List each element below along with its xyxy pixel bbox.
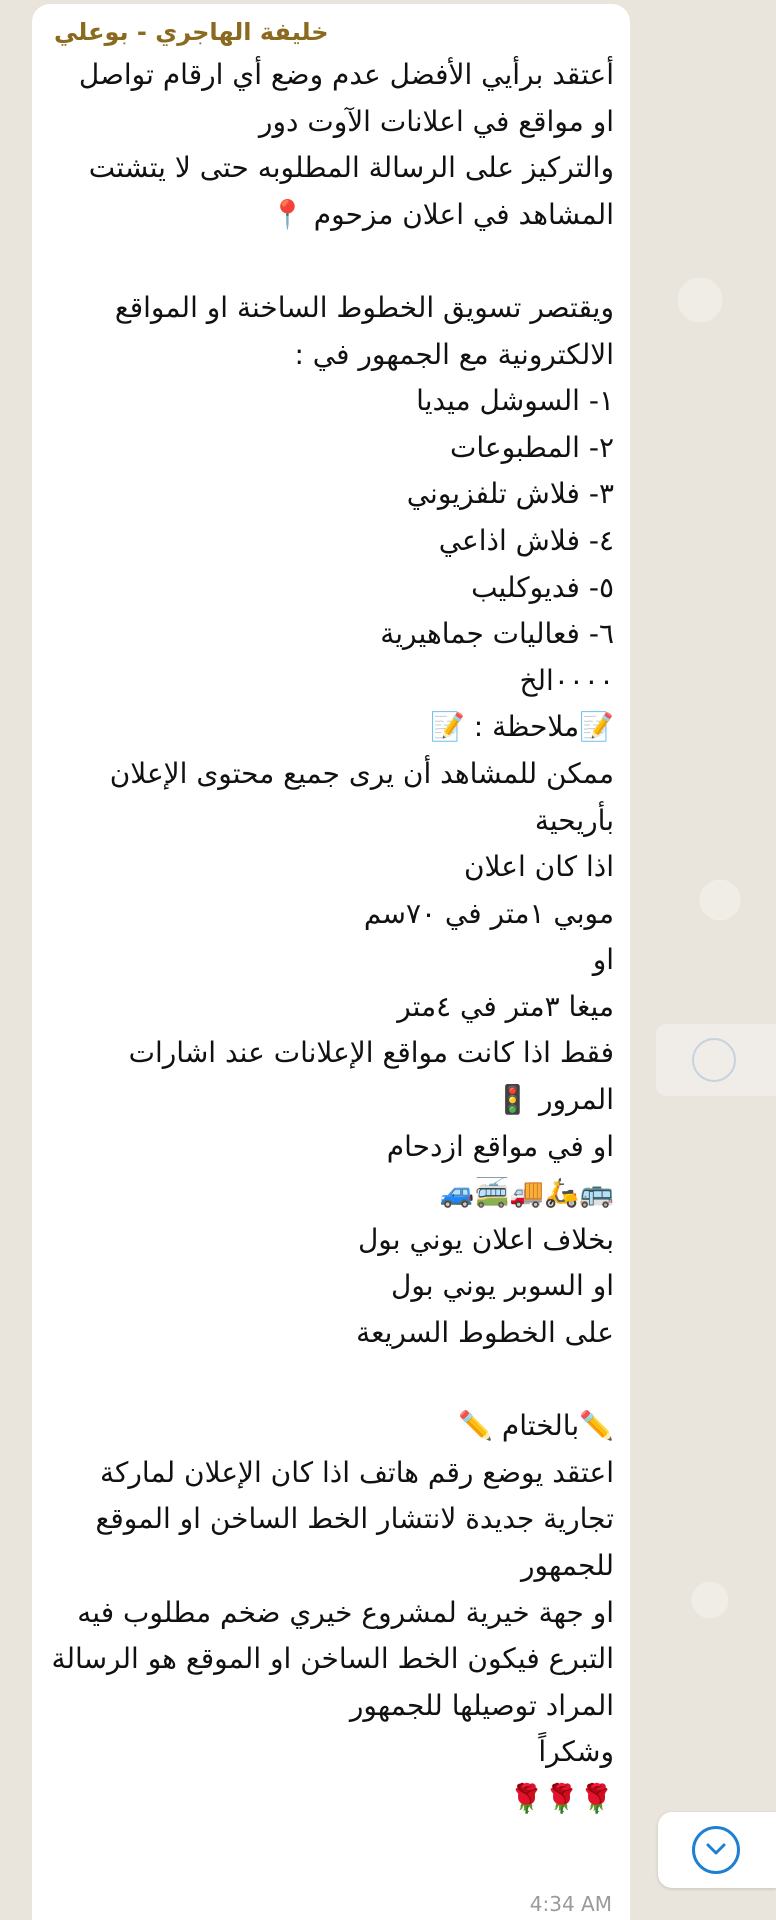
message-line: ✏️بالختام ✏️ — [458, 1409, 614, 1443]
message-line: موبي ١متر في ٧٠سم — [363, 896, 614, 930]
message-line: بخلاف اعلان يوني بول — [357, 1222, 614, 1256]
message-line — [48, 1357, 614, 1404]
faded-chevron-down-icon — [692, 1038, 736, 1082]
message-line: او السوبر يوني بول — [391, 1269, 614, 1303]
message-line: 📝ملاحظة : 📝 — [430, 710, 614, 744]
message-line: والتركيز على الرسالة المطلوبه حتى لا يتشتت — [88, 151, 614, 185]
message-line: التبرع فيكون الخط الساخن او الموقع هو الرسالة — [51, 1642, 614, 1676]
message-line: بأريحية — [534, 803, 614, 837]
message-line: ٢- المطبوعات — [449, 430, 614, 464]
message-line: ٤- فلاش اذاعي — [438, 523, 614, 557]
message-text — [48, 52, 614, 1823]
message-timestamp: 4:34 AM — [529, 1892, 612, 1916]
message-line: او مواقع في اعلانات الآوت دور — [258, 104, 614, 138]
message-line: او في مواقع ازدحام — [386, 1129, 614, 1163]
message-line: الالكترونية مع الجمهور في : — [294, 337, 614, 371]
message-line: للجمهور — [521, 1549, 614, 1582]
message-line: وشكراً — [538, 1735, 614, 1769]
message-line: ممكن للمشاهد أن يرى جميع محتوى الإعلان — [109, 756, 614, 790]
message-line: أعتقد برأيي الأفضل عدم وضع أي ارقام تواصل — [78, 58, 614, 91]
message-line: المشاهد في اعلان مزحوم 📍 — [270, 197, 614, 231]
message-line: تجارية جديدة لانتشار الخط الساخن او الموقع — [95, 1502, 614, 1536]
message-line: ميغا ٣متر في ٤متر — [397, 989, 614, 1023]
message-line: او جهة خيرية لمشروع خيري ضخم مطلوب فيه — [77, 1595, 614, 1629]
message-bubble[interactable] — [32, 4, 630, 1920]
message-line: المرور 🚦 — [495, 1083, 614, 1117]
chevron-down-icon — [692, 1826, 740, 1874]
message-line: ٠٠٠٠الخ — [519, 663, 614, 697]
message-line: ٣- فلاش تلفزيوني — [406, 477, 614, 511]
sender-name[interactable]: خليفة الهاجري - بوعلي — [54, 18, 329, 46]
message-line: 🌹🌹🌹 — [509, 1781, 614, 1815]
message-line: ٦- فعاليات جماهيرية — [380, 617, 614, 651]
message-line: المراد توصيلها للجمهور — [349, 1688, 614, 1722]
message-line — [48, 238, 614, 285]
message-line: على الخطوط السريعة — [356, 1316, 614, 1350]
message-line: ويقتصر تسويق الخطوط الساخنة او المواقع — [114, 290, 614, 324]
message-line: فقط اذا كانت مواقع الإعلانات عند اشارات — [128, 1036, 614, 1070]
message-line: ١- السوشل ميديا — [416, 384, 614, 418]
scroll-to-bottom-button[interactable] — [658, 1812, 776, 1888]
message-line: ٥- فديوكليب — [471, 570, 614, 604]
message-line: 🚌🛵🚚🚎🚙 — [439, 1176, 614, 1210]
message-line: اذا كان اعلان — [463, 850, 614, 884]
faded-scroll-indicator — [656, 1024, 776, 1096]
message-line: او — [592, 943, 614, 977]
message-line: اعتقد يوضع رقم هاتف اذا كان الإعلان لماركة — [100, 1455, 614, 1489]
